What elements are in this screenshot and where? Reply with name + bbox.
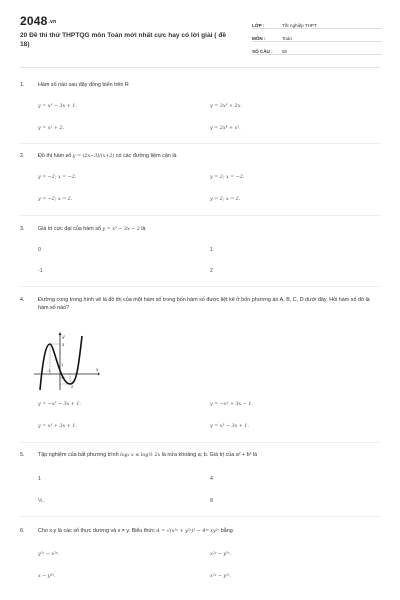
- option-d[interactable]: y = x³ − 3x + 1.: [210, 424, 249, 429]
- document-title: 20 Đề thi thử THPTQG môn Toán mới nhất cực hay có lời giải ( đề 18): [20, 32, 227, 48]
- option-c[interactable]: y = x³ + 3x + 1.: [38, 424, 77, 429]
- y-axis-label: y: [62, 335, 65, 340]
- origin-label: O: [61, 375, 65, 380]
- question-formula: y = x³ − 3x − 2: [102, 227, 140, 232]
- question-formula: A = √(x²ʸ + y²ˣ)² − 4ˣʸ xy²ˣ: [156, 529, 220, 534]
- meta-key: SỐ CÂU :: [252, 49, 273, 54]
- option-b[interactable]: y = 2; x = −2.: [210, 175, 245, 180]
- question-text: Giá trị cực đại của hàm số: [38, 226, 101, 232]
- tick-label-neg1: -1: [47, 368, 51, 373]
- question-number: 6.: [20, 528, 25, 534]
- meta-value: Tốt nghiệp THPT: [282, 23, 317, 28]
- exam-meta: [252, 16, 382, 55]
- option-a[interactable]: y = −2; x = −2.: [38, 175, 77, 180]
- question-number: 4.: [20, 297, 25, 303]
- option-c[interactable]: -1: [38, 268, 43, 274]
- tick-label-3: 3: [62, 342, 65, 347]
- question-text: có các đường tiệm cận là: [115, 153, 177, 159]
- meta-value: Toán: [282, 36, 292, 41]
- x-axis-label: x: [96, 368, 99, 373]
- option-b[interactable]: x²ʸ − y²ˣ.: [210, 552, 232, 557]
- brand-name: 2048: [20, 14, 48, 28]
- question-3: [20, 225, 380, 234]
- question-divider: [20, 442, 380, 443]
- question-divider: [20, 516, 380, 517]
- question-number: 2.: [20, 153, 25, 159]
- function-graph: [34, 332, 100, 390]
- option-a[interactable]: y = −x³ − 3x + 1.: [38, 402, 81, 407]
- brand-suffix: .vn: [48, 18, 57, 25]
- meta-key: MÔN :: [252, 36, 266, 41]
- question-formula: y = (2x−3)/(x+2): [72, 154, 115, 159]
- meta-key: LỚP :: [252, 23, 265, 28]
- question-1: [20, 81, 380, 89]
- header-divider: [20, 67, 380, 68]
- question-divider: [20, 143, 380, 144]
- option-b[interactable]: 4: [210, 476, 213, 482]
- question-text: Hàm số nào sau đây đồng biến trên R: [38, 82, 129, 88]
- question-text: Đồ thị hàm số: [38, 153, 72, 159]
- option-c[interactable]: y = −2; x = 2.: [38, 197, 73, 202]
- meta-row-subject: [252, 29, 382, 42]
- question-4: [20, 296, 380, 312]
- option-a[interactable]: 1: [38, 476, 41, 482]
- option-c[interactable]: y = x² + 2.: [38, 126, 65, 131]
- question-text: là nửa khoảng a; b. Giá trị của a² + b² là: [161, 452, 258, 458]
- question-text: là: [141, 226, 146, 232]
- option-a[interactable]: y²ˣ − x²ʸ.: [38, 552, 60, 557]
- question-text: Tập nghiệm của bất phương trình: [38, 452, 119, 458]
- option-d[interactable]: y = 2x⁴ + x².: [210, 126, 241, 131]
- question-6: [20, 527, 380, 536]
- question-5: [20, 451, 380, 460]
- question-formula: log₂ x ≤ log½ 2x: [120, 453, 161, 458]
- option-d[interactable]: 8: [210, 498, 213, 504]
- question-2: [20, 152, 380, 161]
- question-number: 1.: [20, 82, 25, 88]
- option-b[interactable]: 1: [210, 247, 213, 253]
- option-d[interactable]: x²ʸ − y²ˣ.: [210, 574, 232, 579]
- question-text: Cho x,y là các số thực dương và x ≠ y. Biểu thức: [38, 528, 155, 534]
- option-c[interactable]: ½.: [38, 498, 44, 504]
- question-divider: [20, 286, 380, 287]
- question-text: bằng: [220, 528, 233, 534]
- option-d[interactable]: y = 2; x = 2.: [210, 197, 241, 202]
- question-text: Đường cong trong hình vẽ là đồ thị của một hàm số trong bốn hàm số được liệt kê ở bốn phương án A, B, C, D dưới đây. Hỏi hàm số đó là hàm số nào?: [38, 297, 370, 311]
- meta-row-count: [252, 42, 382, 55]
- question-divider: [20, 215, 380, 216]
- option-b[interactable]: y = 3x³ + 2x.: [210, 104, 242, 109]
- question-number: 3.: [20, 226, 25, 232]
- option-d[interactable]: 2: [210, 268, 213, 274]
- tick-label-1: 1: [61, 362, 64, 367]
- brand-logo[interactable]: [20, 14, 56, 28]
- option-a[interactable]: y = x³ − 3x + 1.: [38, 104, 77, 109]
- meta-row-class: [252, 16, 382, 29]
- meta-value: 50: [282, 49, 288, 54]
- question-number: 5.: [20, 452, 25, 458]
- tick-label-2: 2: [71, 384, 74, 389]
- option-c[interactable]: x − y²ˣ.: [38, 574, 56, 579]
- option-a[interactable]: 0: [38, 247, 41, 253]
- option-b[interactable]: y = −x³ + 3x − 1.: [210, 402, 253, 407]
